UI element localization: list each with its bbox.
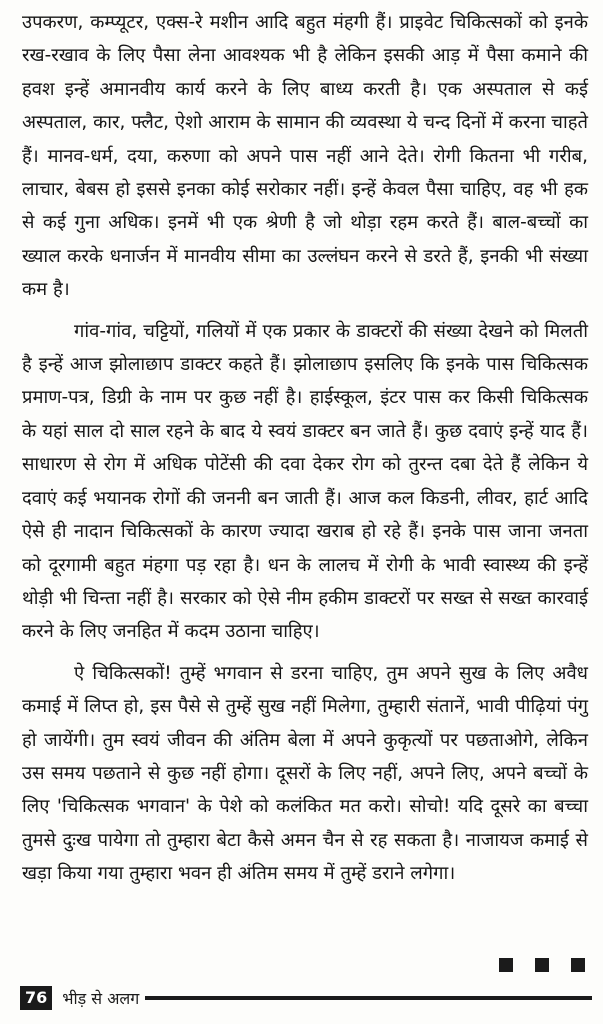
paragraph-3: ऐ चिकित्सकों! तुम्हें भगवान से डरना चाहिए, तुम अपने सुख के लिए अवैध कमाई में लिप्त हो, इस पैसे से तुम्हें सुख नहीं मिलेगा, तुम्हारी संतानें, भावी पीढ़ियां पंगु हो जायेंगी। तुम स्वयं जीवन की अंतिम बेला में अपने कुकृत्यों पर पछताओगे, लेकिन उस समय पछताने से कुछ नहीं होगा। दूसरों के लिए नहीं, अपने लिए, अपने बच्चों के लिए 'चिकित्सक भगवान' के पेशे को कलंकित मत करो। सोचो! यदि दूसरे का बच्चा तुमसे दुःख पायेगा तो तुम्हारा बेटा कैसे अमन चैन से रह सकता है। नाजायज कमाई से खड़ा किया गया तुम्हारा भवन ही अंतिम समय में तुम्हें डराने लगेगा।	[22, 662, 588, 885]
paragraph-1: उपकरण, कम्प्यूटर, एक्स-रे मशीन आदि बहुत मंहगी हैं। प्राइवेट चिकित्सकों को इनके रख-रखाव के लिए पैसा लेना आवश्यक भी है लेकिन इसकी आड़ में पैसा कमाने की हवश इन्हें अमानवीय कार्य करने के लिए बाध्य करती है। एक अस्पताल से कई अस्पताल, कार, फ्लैट, ऐशो आराम के सामान की व्यवस्था ये चन्द दिनों में करना चाहते हैं। मानव-धर्म, दया, करुणा को अपने पास नहीं आने देते। रोगी कितना भी गरीब, लाचार, बेबस हो इससे इनका कोई सरोकार नहीं। इन्हें केवल पैसा चाहिए, वह भी हक से कई गुना अधिक। इनमें भी एक श्रेणी है जो थोड़ा रहम करते हैं। बाल-बच्चों का ख्याल करके धनार्जन में मानवीय सीमा का उल्लंघन करने से डरते हैं, इनकी भी संख्या कम है।	[22, 12, 588, 301]
paragraph-2: गांव-गांव, चट्टियों, गलियों में एक प्रकार के डाक्टरों की संख्या देखने को मिलती है इन्हें आज झोलाछाप डाक्टर कहते हैं। झोलाछाप इसलिए कि इनके पास चिकित्सक प्रमाण-पत्र, डिग्री के नाम पर कुछ नहीं है। हाईस्कूल, इंटर पास कर किसी चिकित्सक के यहां साल दो साल रहने के बाद ये स्वयं डाक्टर बन जाते हैं। कुछ दवाएं इन्हें याद हैं। साधारण से रोग में अधिक पोटेंसी की दवा देकर रोग को तुरन्त दबा देते हैं लेकिन ये दवाएं कई भयानक रोगों की जननी बन जाती हैं। आज कल किडनी, लीवर, हार्ट आदि ऐसे ही नादान चिकित्सकों के कारण ज्यादा खराब हो रहे हैं। इनके पास जाना जनता को दूरगामी बहुत मंहगा पड़ रहा है। धन के लालच में रोगी के भावी स्वास्थ्य की इन्हें थोड़ी भी चिन्ता नहीं है। सरकार को ऐसे नीम हकीम डाक्टरों पर सख्त से सख्त कारवाई करने के लिए जनहित में कदम उठाना चाहिए।	[22, 320, 588, 643]
book-title: भीड़ से अलग	[62, 989, 140, 1008]
page-footer	[20, 985, 592, 1011]
page-number: 76	[20, 986, 52, 1010]
footer-rule	[145, 996, 592, 1000]
body-text	[22, 6, 588, 891]
end-mark-square	[571, 958, 585, 972]
end-of-chapter-marks	[499, 958, 585, 972]
end-mark-square	[535, 958, 549, 972]
end-mark-square	[499, 958, 513, 972]
